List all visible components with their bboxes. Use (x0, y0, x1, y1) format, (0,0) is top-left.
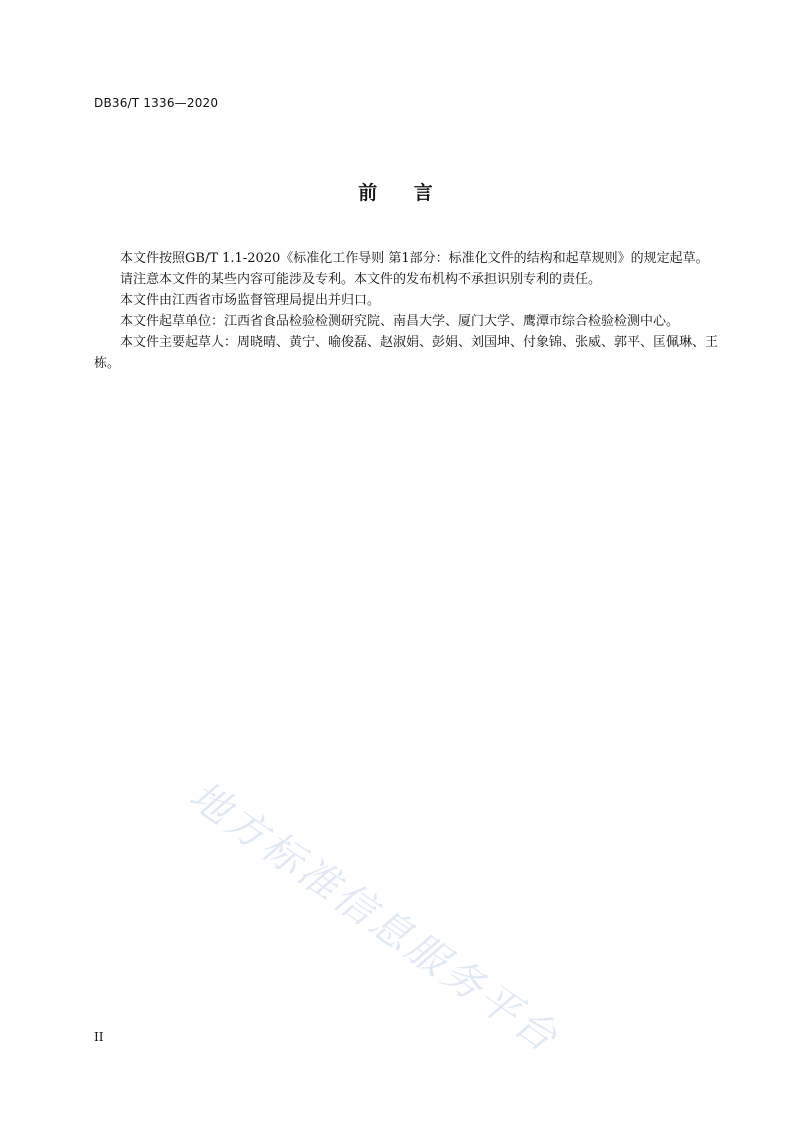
watermark-text: 地方标准信息服务平台 (180, 772, 568, 1063)
paragraph-patent-notice: 请注意本文件的某些内容可能涉及专利。本文件的发布机构不承担识别专利的责任。 (120, 272, 602, 287)
paragraph-drafting-units: 本文件起草单位：江西省食品检验检测研究院、南昌大学、厦门大学、鹰潭市综合检验检测中心。 (120, 314, 680, 329)
page-number: II (94, 1030, 104, 1044)
paragraph-drafting-rules: 本文件按照GB/T 1.1-2020《标准化工作导则 第1部分：标准化文件的结构和起草规则》的规定起草。 (120, 251, 709, 266)
paragraph-drafters: 本文件主要起草人：周晓晴、黄宁、喻俊磊、赵淑娟、彭娟、刘国坤、付象锦、张威、郭平、匡佩琳、王栋。 (94, 335, 719, 371)
document-code: DB36/T 1336—2020 (94, 96, 219, 110)
page-title: 前 言 (358, 182, 435, 204)
preface-body (94, 248, 719, 374)
paragraph-proposer: 本文件由江西省市场监督管理局提出并归口。 (120, 293, 381, 308)
